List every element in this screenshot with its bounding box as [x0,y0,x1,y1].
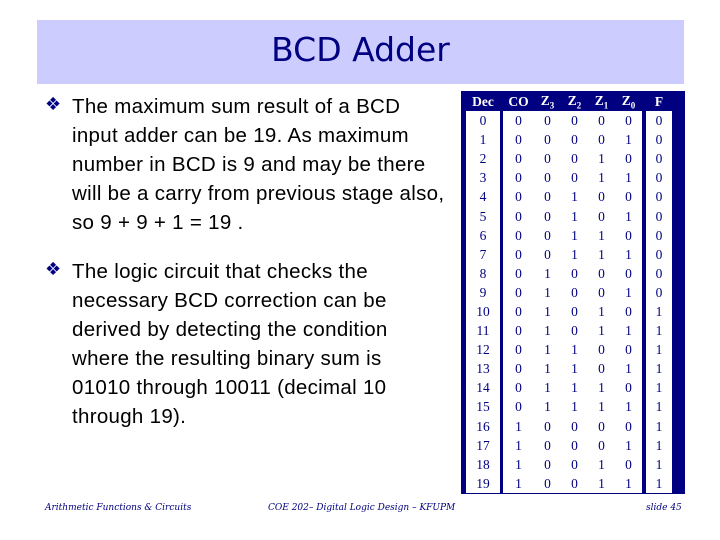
cell-z3: 0 [534,455,561,474]
table-row [466,283,672,302]
table-row [466,264,672,283]
cell-dec: 16 [466,417,500,436]
cell-f: 0 [646,226,672,245]
table-row [466,302,672,321]
bullet-text: The maximum sum result of a BCD input adder can be 19. As maximum number in BCD is 9 and may be there will be a carry from previous stage also, so 9 + 9 + 1 = 19 . [72,95,445,234]
diamond-bullet-icon: ❖ [45,94,62,115]
header-f: F [646,92,672,111]
cell-z0: 1 [615,206,642,225]
table-row [466,206,672,225]
cell-co: 0 [503,245,534,264]
cell-z3: 1 [534,302,561,321]
cell-dec: 4 [466,187,500,206]
cell-z2: 0 [561,264,588,283]
cell-f: 1 [646,397,672,416]
cell-z0: 1 [615,321,642,340]
header-z3: $Z_3$ [534,92,561,111]
cell-z1: 0 [588,206,615,225]
cell-co: 0 [503,302,534,321]
cell-co: 1 [503,417,534,436]
cell-dec: 8 [466,264,500,283]
cell-z1: 0 [588,187,615,206]
cell-z0: 0 [615,340,642,359]
bullet-text: The logic circuit that checks the necessary BCD correction can be derived by detecting the condition where the resulting binary sum is 01010 through 10011 (decimal 10 through 19). [72,260,388,428]
cell-z3: 0 [534,149,561,168]
cell-f: 0 [646,149,672,168]
cell-z1: 1 [588,168,615,187]
cell-dec: 18 [466,455,500,474]
cell-z1: 1 [588,397,615,416]
cell-z3: 1 [534,397,561,416]
header-co: CO [503,92,534,111]
cell-co: 0 [503,149,534,168]
cell-z0: 1 [615,168,642,187]
cell-dec: 13 [466,359,500,378]
cell-z0: 0 [615,111,642,130]
cell-f: 1 [646,455,672,474]
cell-co: 0 [503,283,534,302]
cell-z1: 0 [588,264,615,283]
cell-z0: 0 [615,149,642,168]
cell-z2: 1 [561,340,588,359]
cell-dec: 7 [466,245,500,264]
cell-dec: 17 [466,436,500,455]
cell-co: 0 [503,226,534,245]
table-row [466,436,672,455]
cell-z0: 0 [615,187,642,206]
cell-co: 0 [503,397,534,416]
cell-z2: 1 [561,397,588,416]
header-dec: Dec [466,92,500,111]
cell-dec: 0 [466,111,500,130]
footer-slide-number: slide 45 [646,503,682,513]
cell-z2: 0 [561,130,588,149]
bullet-item [45,92,445,237]
cell-z1: 0 [588,130,615,149]
cell-z2: 0 [561,283,588,302]
cell-z3: 0 [534,187,561,206]
cell-z1: 0 [588,359,615,378]
cell-f: 0 [646,111,672,130]
table-row [466,359,672,378]
cell-z1: 0 [588,436,615,455]
cell-z2: 0 [561,455,588,474]
header-z1: $Z_1$ [588,92,615,111]
cell-f: 0 [646,168,672,187]
cell-z0: 1 [615,283,642,302]
cell-z0: 1 [615,359,642,378]
cell-z3: 0 [534,130,561,149]
cell-f: 1 [646,474,672,493]
cell-z1: 1 [588,378,615,397]
header-z2: $Z_2$ [561,92,588,111]
cell-f: 1 [646,321,672,340]
table-row [466,130,672,149]
cell-dec: 1 [466,130,500,149]
cell-z0: 1 [615,474,642,493]
cell-z1: 1 [588,474,615,493]
cell-z0: 0 [615,302,642,321]
cell-z0: 1 [615,436,642,455]
cell-dec: 15 [466,397,500,416]
cell-z0: 0 [615,417,642,436]
cell-co: 0 [503,168,534,187]
cell-z0: 1 [615,397,642,416]
cell-co: 0 [503,264,534,283]
table-row [466,340,672,359]
cell-co: 0 [503,359,534,378]
cell-f: 0 [646,206,672,225]
table-row [466,149,672,168]
cell-co: 1 [503,474,534,493]
cell-z3: 0 [534,168,561,187]
table-row [466,378,672,397]
footer-course-topic: Arithmetic Functions & Circuits [45,503,192,513]
cell-z2: 0 [561,474,588,493]
cell-co: 0 [503,111,534,130]
cell-dec: 12 [466,340,500,359]
slide-title: BCD Adder [271,30,450,69]
cell-z2: 1 [561,226,588,245]
cell-z2: 0 [561,417,588,436]
cell-z2: 0 [561,111,588,130]
cell-f: 0 [646,283,672,302]
cell-dec: 14 [466,378,500,397]
cell-z2: 1 [561,187,588,206]
cell-co: 1 [503,436,534,455]
cell-z2: 0 [561,149,588,168]
cell-f: 1 [646,436,672,455]
cell-z3: 0 [534,417,561,436]
cell-f: 1 [646,302,672,321]
cell-z0: 0 [615,264,642,283]
cell-f: 1 [646,359,672,378]
cell-z1: 0 [588,283,615,302]
cell-f: 0 [646,264,672,283]
table-header-row [466,92,672,111]
cell-dec: 2 [466,149,500,168]
cell-dec: 10 [466,302,500,321]
bullet-list [45,92,445,451]
table-row [466,417,672,436]
cell-z3: 0 [534,245,561,264]
table-row [466,187,672,206]
table-row [466,111,672,130]
footer-course-name: COE 202– Digital Logic Design – KFUPM [268,503,456,513]
table-row [466,474,672,493]
table-row [466,226,672,245]
cell-z1: 0 [588,417,615,436]
cell-z3: 1 [534,283,561,302]
cell-z1: 0 [588,340,615,359]
cell-co: 0 [503,378,534,397]
table-row [466,245,672,264]
table-row [466,397,672,416]
cell-z0: 0 [615,378,642,397]
cell-z3: 0 [534,436,561,455]
cell-z3: 0 [534,111,561,130]
cell-f: 1 [646,378,672,397]
cell-z2: 0 [561,436,588,455]
truth-table [466,92,672,493]
cell-z2: 0 [561,168,588,187]
cell-z3: 0 [534,474,561,493]
diamond-bullet-icon: ❖ [45,259,62,280]
cell-co: 0 [503,130,534,149]
cell-z0: 1 [615,130,642,149]
cell-z3: 1 [534,321,561,340]
cell-f: 1 [646,340,672,359]
cell-z3: 1 [534,264,561,283]
cell-f: 0 [646,245,672,264]
cell-co: 0 [503,206,534,225]
cell-z2: 1 [561,378,588,397]
cell-co: 0 [503,321,534,340]
cell-f: 0 [646,130,672,149]
cell-dec: 6 [466,226,500,245]
cell-z3: 1 [534,340,561,359]
cell-dec: 9 [466,283,500,302]
cell-z2: 1 [561,245,588,264]
cell-z0: 0 [615,226,642,245]
cell-z2: 0 [561,302,588,321]
cell-z1: 1 [588,149,615,168]
table-row [466,321,672,340]
cell-z0: 0 [615,455,642,474]
cell-z1: 1 [588,245,615,264]
cell-co: 0 [503,340,534,359]
cell-z3: 1 [534,359,561,378]
cell-co: 0 [503,187,534,206]
cell-z1: 0 [588,111,615,130]
cell-z1: 1 [588,321,615,340]
cell-z3: 0 [534,206,561,225]
cell-z0: 1 [615,245,642,264]
cell-z1: 1 [588,226,615,245]
cell-f: 1 [646,417,672,436]
cell-z3: 1 [534,378,561,397]
cell-dec: 3 [466,168,500,187]
cell-f: 0 [646,187,672,206]
table-row [466,168,672,187]
cell-z3: 0 [534,226,561,245]
header-z0: $Z_0$ [615,92,642,111]
cell-z1: 1 [588,302,615,321]
cell-dec: 19 [466,474,500,493]
cell-z1: 1 [588,455,615,474]
cell-dec: 11 [466,321,500,340]
bullet-item [45,257,445,431]
cell-dec: 5 [466,206,500,225]
cell-z2: 0 [561,321,588,340]
cell-z2: 1 [561,206,588,225]
cell-co: 1 [503,455,534,474]
cell-z2: 1 [561,359,588,378]
table-row [466,455,672,474]
